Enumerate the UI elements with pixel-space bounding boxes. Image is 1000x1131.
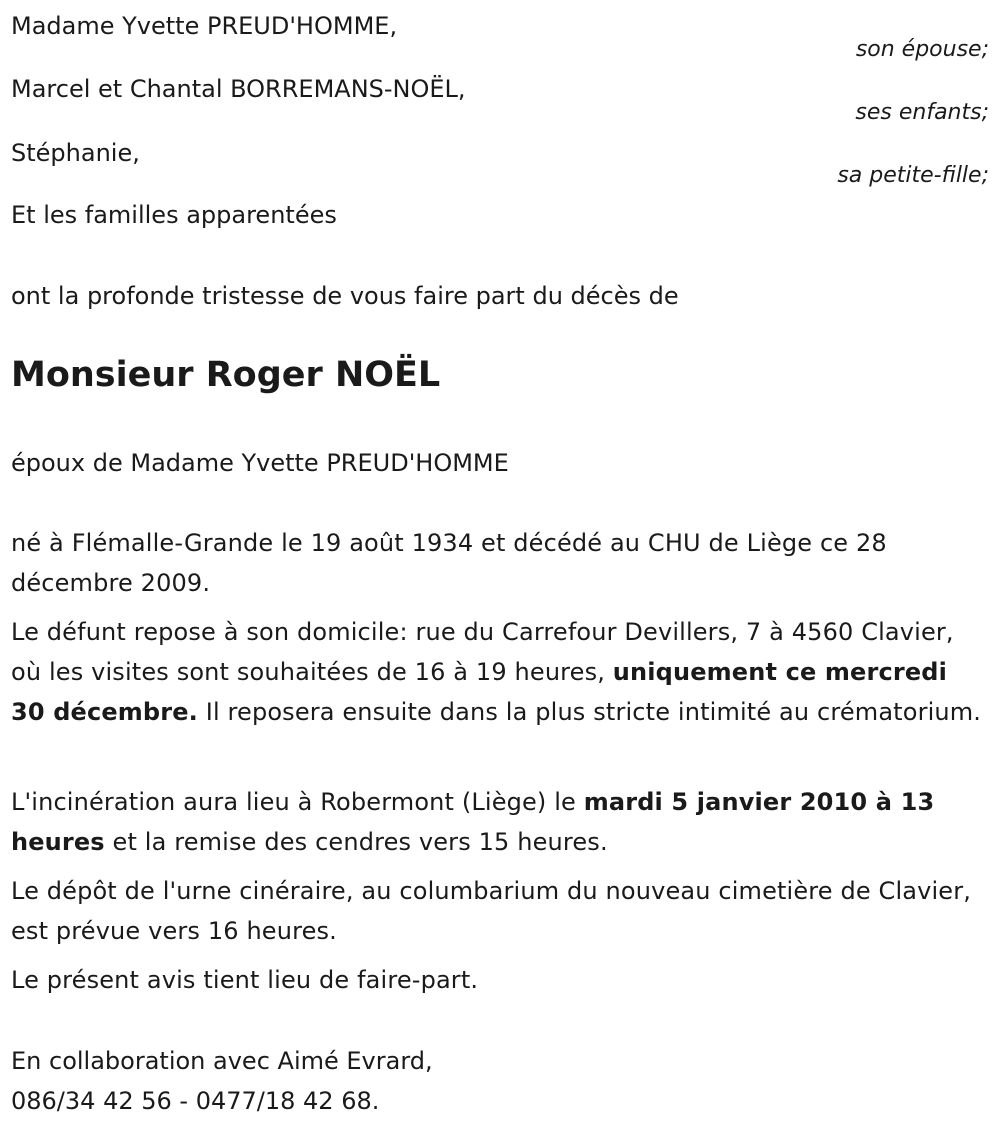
notice-paragraph: Le présent avis tient lieu de faire-part. [11,966,479,994]
incineration-paragraph [11,782,986,862]
repose-text: Le défunt repose à son domicile: rue du Carrefour Devillers, 7 à 4560 Clavier, où les visites sont souhaitées de 16 à 19 heures, [11,618,954,686]
family-member-name: Marcel et Chantal BORREMANS-NOËL, [11,75,466,103]
family-member-role: sa petite-fille; [837,163,989,188]
relatives-line: Et les familles apparentées [11,201,337,229]
family-member-role: son épouse; [855,37,989,62]
phone-numbers: 086/34 42 56 - 0477/18 42 68. [11,1087,380,1115]
incineration-bold-text: mardi 5 janvier 2010 à 13 heures [11,788,935,856]
family-member-name: Stéphanie, [11,139,140,167]
repose-bold-text: uniquement ce mercredi 30 décembre. [11,658,947,726]
family-member-role: ses enfants; [855,100,989,125]
family-member-name: Madame Yvette PREUD'HOMME, [11,12,398,40]
deceased-name: Monsieur Roger NOËL [11,355,441,395]
collaboration-line: En collaboration avec Aimé Evrard, [11,1047,433,1075]
incineration-text: L'incinération aura lieu à Robermont (Liège) le [11,788,584,816]
repose-paragraph [11,612,986,732]
repose-text-end: Il reposera ensuite dans la plus stricte intimité au crématorium. [197,698,982,726]
spouse-line: époux de Madame Yvette PREUD'HOMME [11,449,509,477]
urn-paragraph: Le dépôt de l'urne cinéraire, au columbarium du nouveau cimetière de Clavier, est prévue vers 16 heures. [11,877,972,945]
announcement-line: ont la profonde tristesse de vous faire part du décès de [11,282,679,310]
birth-death-paragraph: né à Flémalle-Grande le 19 août 1934 et décédé au CHU de Liège ce 28 décembre 2009. [11,529,887,597]
incineration-text-end: et la remise des cendres vers 15 heures. [104,828,608,856]
